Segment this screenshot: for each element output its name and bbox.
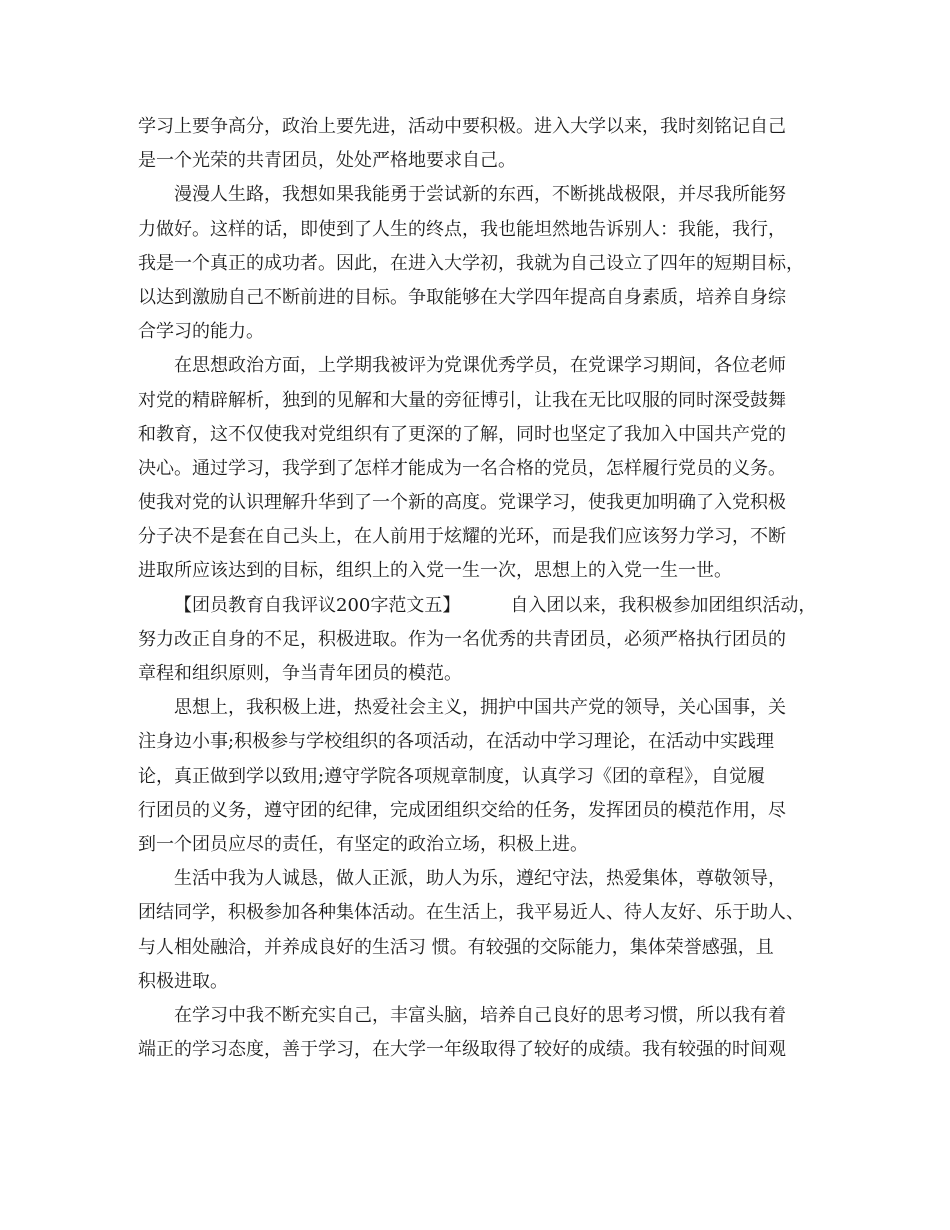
text-line: 思想上，我积极上进，热爱社会主义，拥护中国共产党的领导，关心国事，关 — [174, 697, 786, 719]
text-line: 漫漫人生路，我想如果我能勇于尝试新的东西，不断挑战极限，并尽我所能努 — [174, 184, 786, 206]
text-line: 论，真正做到学以致用;遵守学院各项规章制度，认真学习《团的章程》，自觉履 — [138, 765, 766, 787]
text-line: 力做好。这样的话，即使到了人生的终点，我也能坦然地告诉别人：我能，我行， — [138, 218, 786, 240]
text-line: 合学习的能力。 — [138, 321, 264, 343]
text-line: 到一个团员应尽的责任，有坚定的政治立场，积极上进。 — [138, 833, 588, 855]
text-segment: 自入团以来，我积极参加团组织活动， — [510, 594, 817, 616]
text-line: 和教育，这不仅使我对党组织有了更深的了解，同时也坚定了我加入中国共产党的 — [138, 423, 786, 445]
text-line: 与人相处融洽，并养成良好的生活习 惯。有较强的交际能力，集体荣誉感强，且 — [138, 936, 774, 958]
text-line: 进取所应该达到的目标，组织上的入党一生一次，思想上的入党一生一世。 — [138, 560, 732, 582]
text-line: 是一个光荣的共青团员，处处严格地要求自己。 — [138, 150, 516, 172]
section-heading-line — [138, 589, 828, 623]
text-line: 注身边小事;积极参与学校组织的各项活动，在活动中学习理论，在活动中实践理 — [138, 731, 775, 753]
text-line: 生活中我为人诚恳，做人正派，助人为乐，遵纪守法，热爱集体，尊敬领导， — [174, 868, 786, 890]
text-line: 我是一个真正的成功者。因此，在进入大学初，我就为自己设立了四年的短期目标， — [138, 252, 804, 274]
text-line: 在学习中我不断充实自己，丰富头脑，培养自己良好的思考习惯，所以我有着 — [174, 1004, 786, 1026]
text-line: 使我对党的认识理解升华到了一个新的高度。党课学习，使我更加明确了入党积极 — [138, 492, 786, 514]
text-line: 以达到激励自己不断前进的目标。争取能够在大学四年提高自身素质，培养自身综 — [138, 286, 786, 308]
text-line: 决心。通过学习，我学到了怎样才能成为一名合格的党员，怎样履行党员的义务。 — [138, 457, 786, 479]
text-line: 努力改正自身的不足，积极进取。作为一名优秀的共青团员，必须严格执行团员的 — [138, 628, 786, 650]
document-page — [138, 110, 828, 1067]
text-line: 行团员的义务，遵守团的纪律，完成团组织交给的任务，发挥团员的模范作用，尽 — [138, 799, 786, 821]
section-heading: 【团员教育自我评议200字范文五】 — [174, 594, 461, 616]
text-line: 端正的学习态度，善于学习，在大学一年级取得了较好的成绩。我有较强的时间观 — [138, 1039, 786, 1061]
text-line: 分子决不是套在自己头上，在人前用于炫耀的光环，而是我们应该努力学习，不断 — [138, 526, 786, 548]
text-line: 章程和组织原则，争当青年团员的模范。 — [138, 663, 462, 684]
text-line: 对党的精辟解析，独到的见解和大量的旁征博引，让我在无比叹服的同时深受鼓舞 — [138, 389, 786, 411]
text-line: 团结同学，积极参加各种集体活动。在生活上，我平易近人、待人友好、乐于助人、 — [138, 902, 804, 924]
text-line: 积极进取。 — [138, 970, 228, 992]
text-line: 学习上要争高分，政治上要先进，活动中要积极。进入大学以来，我时刻铭记自己 — [138, 116, 786, 137]
text-line: 在思想政治方面，上学期我被评为党课优秀学员，在党课学习期间，各位老师 — [174, 355, 786, 377]
